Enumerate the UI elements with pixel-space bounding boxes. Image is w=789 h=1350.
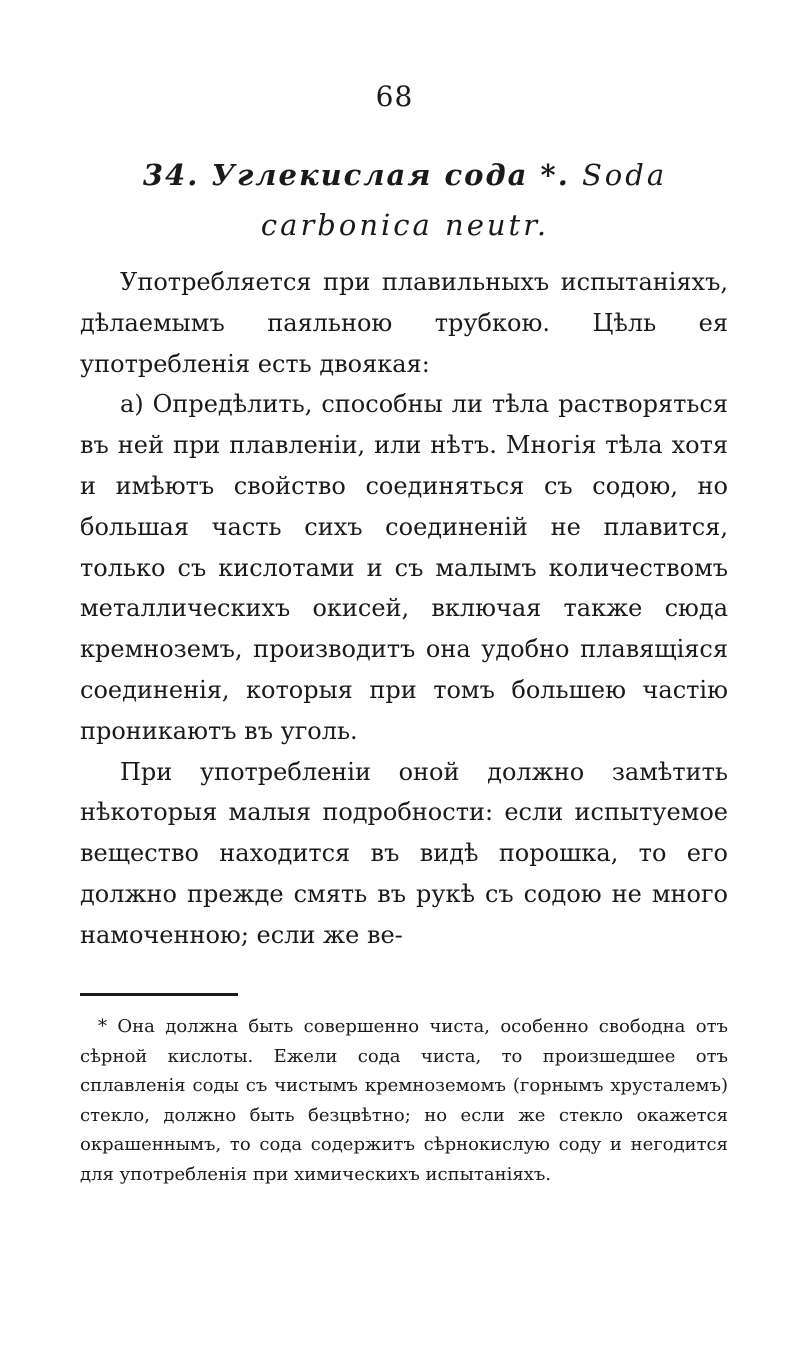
footnote-divider xyxy=(80,993,238,996)
section-heading xyxy=(80,150,730,250)
page-number: 68 xyxy=(375,80,414,113)
footnote: * Она должна быть совершенно чиста, особенно свободна отъ сѣрной кислоты. Ежели сода чиста, то произшедшее отъ сплавленія соды съ чистымъ кремноземомъ (горнымъ хрусталемъ) стекло, должно быть безцвѣтно; но если же стекло окажется окрашеннымъ, то сода содержитъ сѣрнокислую соду и негодится для употребленія при химическихъ испытаніяхъ. xyxy=(80,1016,728,1185)
paragraph-2: а) Опредѣлить, способны ли тѣла растворяться въ ней при плавленіи, или нѣтъ. Многія тѣла хотя и имѣютъ свойство соединяться съ содою, но большая часть сихъ соединеній не плавится, только съ кислотами и съ малымъ количествомъ металлическихъ окисей, включая также сюда кремноземъ, производитъ она удобно плавящіяся соединенія, которыя при томъ большею частію проникаютъ въ уголь. xyxy=(80,390,728,745)
heading-russian: 34. Углекислая сода *. xyxy=(142,158,570,192)
heading-latin: Soda carbonica neutr. xyxy=(260,158,668,242)
paragraph-1: Употребляется при плавильныхъ испытаніяхъ, дѣлаемымъ паяльною трубкою. Цѣль ея употребленія есть двоякая: xyxy=(80,268,728,378)
paragraph-3: При употребленіи оной должно замѣтить нѣкоторыя малыя подробности: если испытуемое вещество находится въ видѣ порошка, то его должно прежде смять въ рукѣ съ содою не много намоченною; если же ве- xyxy=(80,757,728,949)
body-text xyxy=(80,262,728,956)
